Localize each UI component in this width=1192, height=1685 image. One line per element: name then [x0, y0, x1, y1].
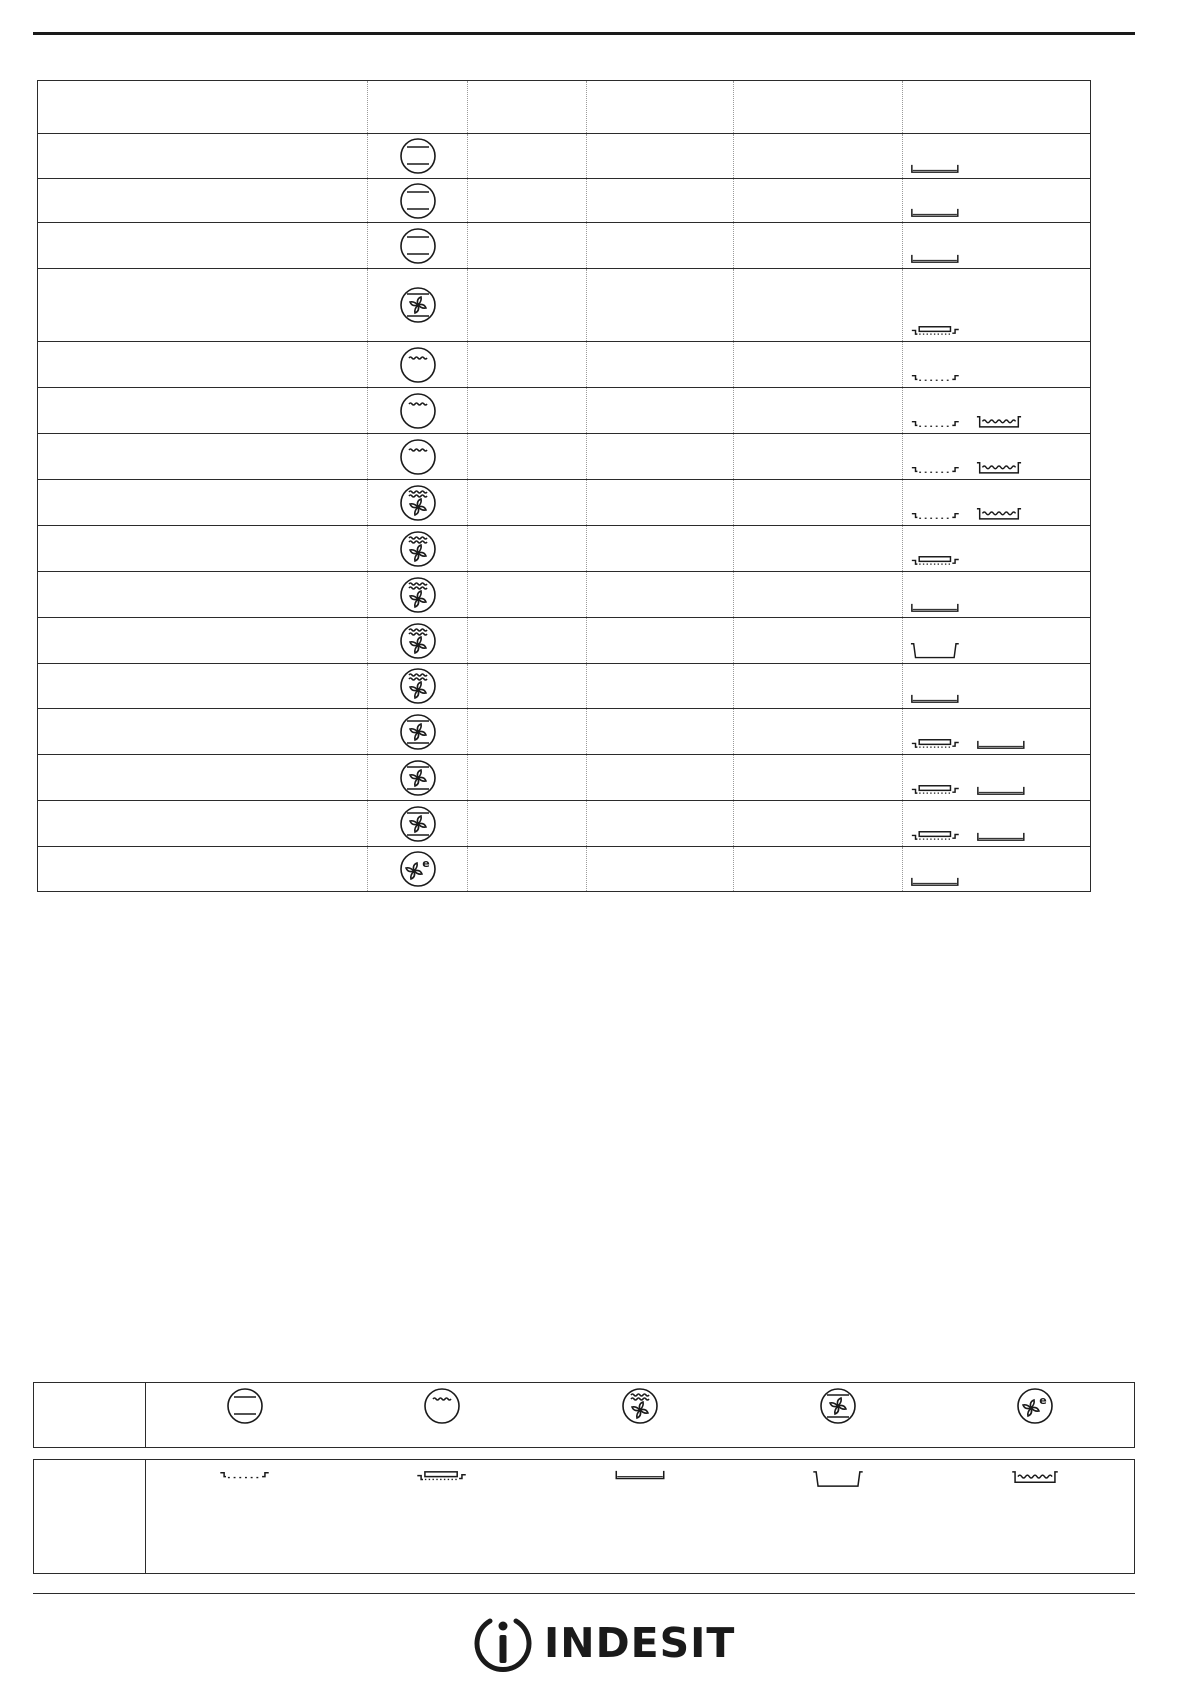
preheat-cell — [467, 179, 586, 222]
accessory-icons — [910, 253, 960, 264]
legend-accessory-slot — [936, 1460, 1134, 1573]
time-cell — [733, 269, 902, 341]
time-cell — [733, 223, 902, 268]
recipe-cell — [38, 526, 367, 571]
baking-tray-icon — [614, 1469, 665, 1480]
accessory-icons — [910, 876, 960, 887]
table-row — [38, 387, 1090, 433]
level-cell — [586, 664, 733, 708]
legend-accessory-slot — [344, 1460, 542, 1573]
accessories-cell — [902, 664, 1088, 708]
function-cell — [367, 755, 467, 800]
accessories-cell — [902, 179, 1088, 222]
recipe-cell — [38, 269, 367, 341]
recipe-cell — [38, 801, 367, 846]
accessory-icons — [910, 783, 1025, 796]
fan-convection-icon — [399, 759, 437, 797]
svg-text:e: e — [1039, 1394, 1047, 1407]
function-cell — [367, 480, 467, 525]
grill-icon — [423, 1387, 461, 1425]
grill-rack-icon — [416, 1469, 469, 1482]
baking-tray-icon — [976, 785, 1026, 796]
drip-tray-icon — [976, 414, 1022, 429]
accessory-icons — [910, 163, 960, 174]
accessories-cell — [902, 755, 1088, 800]
table-row — [38, 617, 1090, 663]
wire-shelf-icon — [910, 510, 962, 521]
level-cell — [586, 526, 733, 571]
accessory-icons — [910, 506, 1022, 521]
table-row — [38, 268, 1090, 341]
baking-tray-icon — [910, 876, 960, 887]
accessories-cell — [902, 572, 1088, 617]
time-cell — [733, 179, 902, 222]
grill-icon — [399, 438, 437, 476]
level-cell — [586, 709, 733, 754]
function-cell — [367, 664, 467, 708]
accessories-cell — [902, 269, 1088, 341]
recipe-cell — [38, 847, 367, 891]
header-recipe-cell — [38, 81, 367, 133]
recipe-cell — [38, 664, 367, 708]
accessory-icons — [910, 641, 960, 659]
table-row — [38, 479, 1090, 525]
level-cell — [586, 618, 733, 663]
time-cell — [733, 801, 902, 846]
recipe-cell — [38, 572, 367, 617]
fan-grill-icon — [399, 576, 437, 614]
level-cell — [586, 269, 733, 341]
legend-accessory-slot — [739, 1460, 937, 1573]
recipe-cell — [38, 480, 367, 525]
accessory-icons — [910, 693, 960, 704]
recipe-cell — [38, 755, 367, 800]
header-accessories-cell — [902, 81, 1088, 133]
fan-grill-icon — [399, 530, 437, 568]
grill-rack-icon — [910, 737, 962, 750]
accessories-cell — [902, 342, 1088, 387]
drip-tray-icon — [1011, 1469, 1059, 1484]
wire-shelf-icon — [910, 418, 962, 429]
conventional-oven-icon — [399, 227, 437, 265]
time-cell — [733, 434, 902, 479]
function-cell — [367, 618, 467, 663]
level-cell — [586, 434, 733, 479]
preheat-cell — [467, 526, 586, 571]
deep-tray-icon — [812, 1469, 863, 1488]
table-row — [38, 341, 1090, 387]
accessory-icons — [910, 324, 962, 337]
legend-function-slot — [739, 1383, 937, 1447]
conventional-oven-icon — [399, 182, 437, 220]
accessory-icons — [910, 207, 960, 218]
wire-shelf-icon — [218, 1469, 271, 1480]
table-row — [38, 525, 1090, 571]
baking-tray-icon — [910, 602, 960, 613]
accessories-cell — [902, 709, 1088, 754]
accessory-icons — [910, 602, 960, 613]
preheat-cell — [467, 388, 586, 433]
legend-function-slot — [936, 1383, 1134, 1447]
time-cell — [733, 526, 902, 571]
fan-convection-icon — [399, 713, 437, 751]
preheat-cell — [467, 223, 586, 268]
table-header-row — [38, 81, 1090, 133]
legend-accessories-label-cell — [34, 1460, 146, 1573]
level-cell — [586, 801, 733, 846]
time-cell — [733, 342, 902, 387]
legend-functions-box — [33, 1382, 1135, 1448]
baking-tray-icon — [910, 163, 960, 174]
preheat-cell — [467, 480, 586, 525]
time-cell — [733, 847, 902, 891]
time-cell — [733, 755, 902, 800]
time-cell — [733, 709, 902, 754]
recipe-cell — [38, 342, 367, 387]
baking-tray-icon — [976, 739, 1026, 750]
legend-function-slot — [146, 1383, 344, 1447]
accessories-cell — [902, 526, 1088, 571]
function-cell — [367, 342, 467, 387]
function-cell — [367, 269, 467, 341]
indesit-logo-icon — [470, 1612, 536, 1674]
legend-functions-label-cell — [34, 1383, 146, 1447]
baking-tray-icon — [976, 831, 1026, 842]
time-cell — [733, 664, 902, 708]
drip-tray-icon — [976, 460, 1022, 475]
cooking-table — [37, 80, 1091, 892]
legend-accessories-box — [33, 1459, 1135, 1574]
time-cell — [733, 134, 902, 178]
accessories-cell — [902, 801, 1088, 846]
table-row — [38, 846, 1090, 891]
accessory-icons — [910, 554, 962, 567]
function-cell — [367, 572, 467, 617]
accessory-icons — [910, 737, 1025, 750]
fan-grill-icon — [399, 484, 437, 522]
preheat-cell — [467, 709, 586, 754]
accessories-cell — [902, 388, 1088, 433]
level-cell — [586, 480, 733, 525]
baking-tray-icon — [910, 693, 960, 704]
legend-accessory-slot — [146, 1460, 344, 1573]
fan-convection-icon — [399, 805, 437, 843]
time-cell — [733, 572, 902, 617]
svg-text:e: e — [422, 857, 430, 870]
preheat-cell — [467, 755, 586, 800]
grill-icon — [399, 346, 437, 384]
legend-function-slot — [541, 1383, 739, 1447]
time-cell — [733, 480, 902, 525]
accessory-icons — [910, 829, 1025, 842]
grill-icon — [399, 392, 437, 430]
level-cell — [586, 388, 733, 433]
function-cell — [367, 801, 467, 846]
wire-shelf-icon — [910, 464, 962, 475]
recipe-cell — [38, 134, 367, 178]
top-rule — [33, 32, 1135, 35]
preheat-cell — [467, 572, 586, 617]
fan-grill-icon — [621, 1387, 659, 1425]
preheat-cell — [467, 847, 586, 891]
bottom-rule — [33, 1593, 1135, 1594]
accessory-icons — [910, 460, 1022, 475]
accessories-cell — [902, 134, 1088, 178]
eco-fan-icon — [1016, 1387, 1054, 1425]
table-row — [38, 433, 1090, 479]
table-row — [38, 571, 1090, 617]
function-cell — [367, 434, 467, 479]
fan-convection-icon — [819, 1387, 857, 1425]
accessory-icons — [910, 372, 962, 383]
brand-logo — [470, 1612, 735, 1674]
fan-grill-icon — [399, 667, 437, 705]
accessories-cell — [902, 847, 1088, 891]
recipe-cell — [38, 434, 367, 479]
logo-text: INDESIT — [544, 1619, 736, 1667]
level-cell — [586, 223, 733, 268]
table-row — [38, 754, 1090, 800]
time-cell — [733, 618, 902, 663]
fan-convection-icon — [399, 286, 437, 324]
accessories-cell — [902, 223, 1088, 268]
preheat-cell — [467, 269, 586, 341]
function-cell — [367, 526, 467, 571]
recipe-cell — [38, 618, 367, 663]
preheat-cell — [467, 801, 586, 846]
table-row — [38, 708, 1090, 754]
time-cell — [733, 388, 902, 433]
accessories-cell — [902, 480, 1088, 525]
function-cell — [367, 388, 467, 433]
preheat-cell — [467, 618, 586, 663]
table-row — [38, 663, 1090, 708]
table-row — [38, 222, 1090, 268]
recipe-cell — [38, 223, 367, 268]
wire-shelf-icon — [910, 372, 962, 383]
accessories-cell — [902, 434, 1088, 479]
recipe-cell — [38, 179, 367, 222]
grill-rack-icon — [910, 554, 962, 567]
header-function-cell — [367, 81, 467, 133]
level-cell — [586, 755, 733, 800]
level-cell — [586, 342, 733, 387]
header-time-cell — [733, 81, 902, 133]
header-preheat-cell — [467, 81, 586, 133]
level-cell — [586, 572, 733, 617]
deep-tray-icon — [910, 641, 960, 659]
level-cell — [586, 847, 733, 891]
level-cell — [586, 179, 733, 222]
function-cell — [367, 847, 467, 891]
baking-tray-icon — [910, 253, 960, 264]
baking-tray-icon — [910, 207, 960, 218]
preheat-cell — [467, 342, 586, 387]
table-row — [38, 178, 1090, 222]
function-cell — [367, 709, 467, 754]
preheat-cell — [467, 664, 586, 708]
recipe-cell — [38, 388, 367, 433]
grill-rack-icon — [910, 829, 962, 842]
accessory-icons — [910, 414, 1022, 429]
preheat-cell — [467, 134, 586, 178]
preheat-cell — [467, 434, 586, 479]
function-cell — [367, 179, 467, 222]
legend-accessory-slot — [541, 1460, 739, 1573]
function-cell — [367, 134, 467, 178]
accessories-cell — [902, 618, 1088, 663]
grill-rack-icon — [910, 324, 962, 337]
function-cell — [367, 223, 467, 268]
conventional-oven-icon — [226, 1387, 264, 1425]
recipe-cell — [38, 709, 367, 754]
table-row — [38, 800, 1090, 846]
table-row — [38, 133, 1090, 178]
conventional-oven-icon — [399, 137, 437, 175]
fan-grill-icon — [399, 622, 437, 660]
grill-rack-icon — [910, 783, 962, 796]
eco-fan-icon — [399, 850, 437, 888]
legend-function-slot — [344, 1383, 542, 1447]
level-cell — [586, 134, 733, 178]
header-level-cell — [586, 81, 733, 133]
drip-tray-icon — [976, 506, 1022, 521]
